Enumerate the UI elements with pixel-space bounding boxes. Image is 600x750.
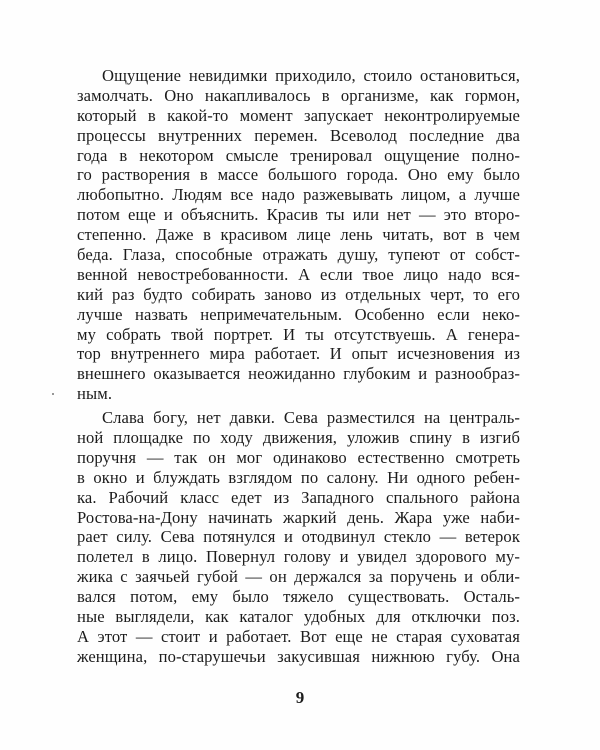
text-line: жика с заячьей губой — он держался за поручень и обли- [77, 567, 520, 587]
text-line: рает силу. Сева потянулся и отодвинул стекло — ветерок [77, 527, 520, 547]
text-line: ной площадке по ходу движения, уложив спину в изгиб [77, 428, 520, 448]
text-line: му собрать твой портрет. И ты отсутствуешь. А генера- [77, 324, 520, 344]
text-line: ным. [77, 384, 113, 404]
text-line: года в некотором смысле тренировал ощущение полно- [77, 145, 520, 165]
text-line: замолчать. Оно накапливалось в организме, как гормон, [77, 85, 520, 105]
text-line: лучше назвать непримечательным. Особенно если неко- [77, 304, 520, 324]
text-line: го растворения в массе большого города. Оно ему было [77, 165, 520, 185]
paragraph [77, 408, 520, 667]
text-line: венной невостребованности. А если твое лицо надо вся- [77, 264, 520, 284]
text-line: в окно и блуждать взглядом по салону. Ни одного ребен- [77, 467, 520, 487]
text-line: А этот — стоит и работает. Вот еще не старая суховатая [77, 626, 520, 646]
text-line: ка. Рабочий класс едет из Западного спального района [77, 487, 520, 507]
text-line: Ощущение невидимки приходило, стоило остановиться, [102, 66, 520, 85]
text-line: кий раз будто собирать заново из отдельных черт, то его [77, 284, 520, 304]
text-line: тор внутреннего мира работает. И опыт исчезновения из [77, 344, 520, 364]
text-line: поручня — так он мог одинаково естественно смотреть [77, 447, 520, 467]
text-line: который в какой-то момент запускает неконтролируемые [77, 105, 520, 125]
text-line: любопытно. Людям все надо разжевывать лицом, а лучше [77, 185, 520, 205]
text-line: внешнего оказывается неожиданно глубоким и разнообраз- [77, 364, 520, 384]
text-line: процессы внутренних перемен. Всеволод последние два [77, 125, 520, 145]
text-line: степенно. Даже в красивом лице лень читать, вот в чем [77, 225, 520, 245]
page-number: 9 [295, 688, 305, 707]
text-line: Слава богу, нет давки. Сева разместился на централь- [102, 408, 520, 428]
text-line: Ростова-на-Дону начинать жаркий день. Жара уже наби- [77, 507, 520, 527]
text-line: ные выглядели, как каталог удобных для отключки поз. [77, 607, 520, 627]
text-line: полетел в лицо. Повернул голову и увидел здорового му- [77, 547, 520, 567]
body-text [77, 66, 520, 667]
scan-speck [52, 393, 54, 395]
paragraph [77, 66, 520, 404]
text-line: потом еще и объяснить. Красив ты или нет — это второ- [77, 205, 520, 225]
text-line: вался потом, ему было тяжело существовать. Осталь- [77, 587, 520, 607]
text-line: беда. Глаза, способные отражать душу, тупеют от собст- [77, 245, 520, 265]
text-line: женщина, по-старушечьи закусившая нижнюю губу. Она [77, 646, 520, 666]
